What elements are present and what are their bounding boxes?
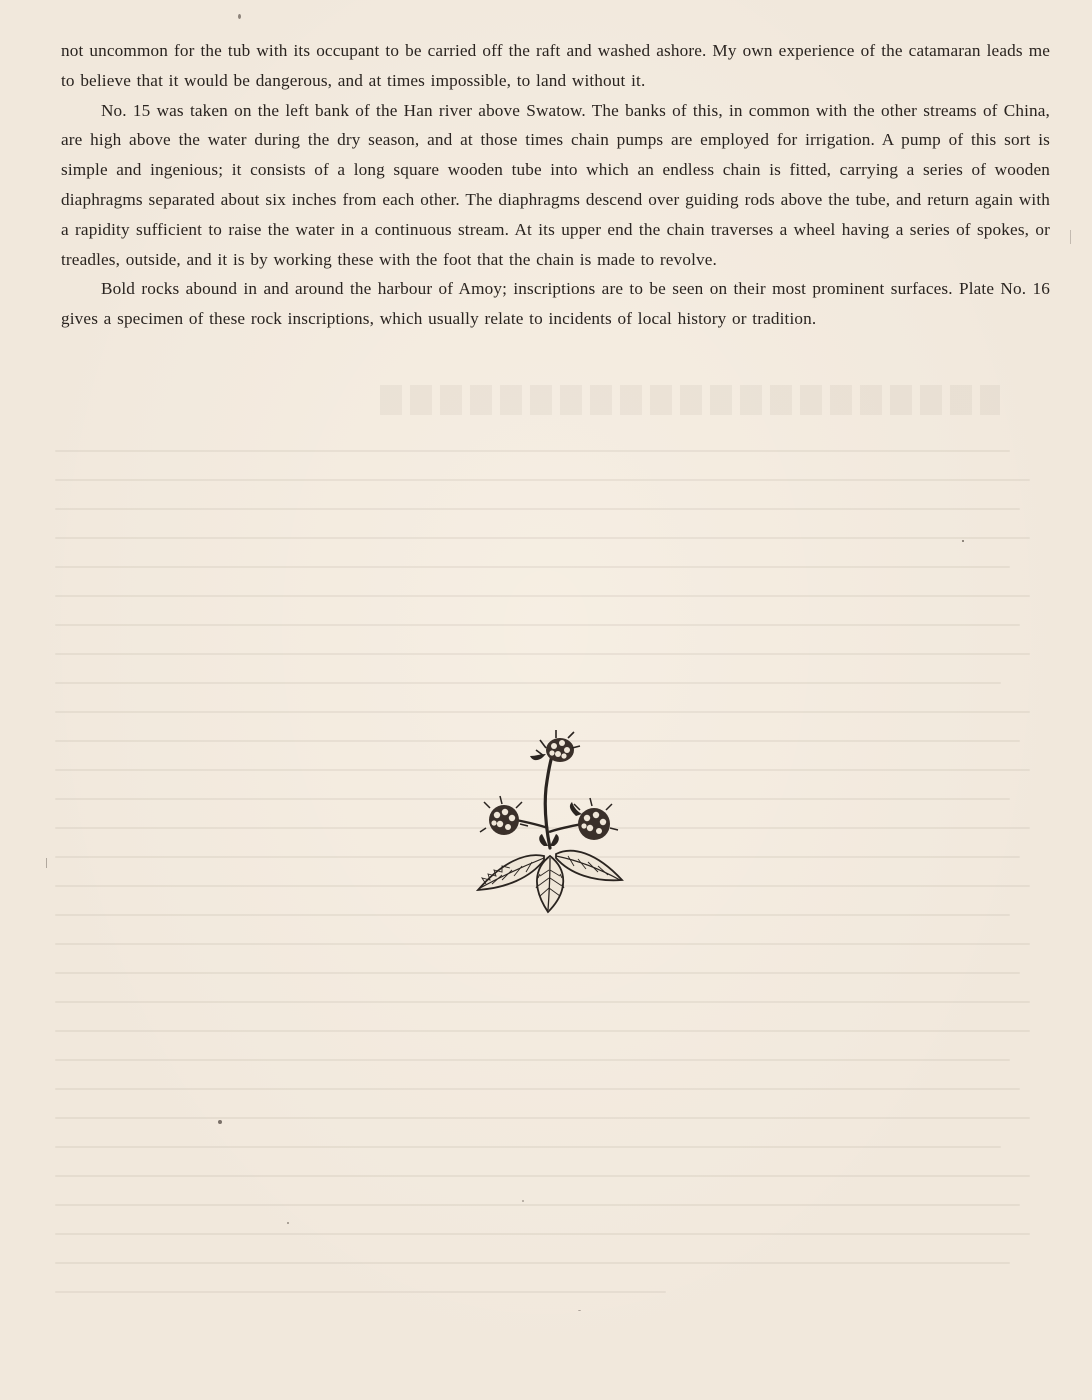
page-speck xyxy=(522,1200,524,1202)
paragraph-chain-pump: No. 15 was taken on the left bank of the Han river above Swatow. The banks of this, in common with the other streams of China, are high above the water during the dry season, and at those times chain pumps are employed for irrigation. A pump of this sort is simple and ingenious; it consists of a long square wooden tube into which an endless chain is fitted, carrying a series of wooden diaphragms separated about six inches from each other. The diaphragms descend over guiding rods above the tube, and return again with a rapidity sufficient to raise the water in a continuous stream. At its upper end the chain traverses a wheel having a series of spokes, or treadles, outside, and it is by working these with the foot that the chain is made to revolve. xyxy=(61,100,1050,269)
show-through-title xyxy=(380,385,1000,415)
paragraph-catamaran: not uncommon for the tub with its occupant to be carried off the raft and washed ashore. My own experience of the catamaran leads me to believe that it would be dangerous, and at times impossible, to land without it. xyxy=(61,41,1050,90)
paragraph-rock-inscriptions: Bold rocks abound in and around the harbour of Amoy; inscriptions are to be seen on their most prominent surfaces. Plate No. 16 gives a specimen of these rock inscriptions, which usually relate to incidents of local history or tradition. xyxy=(61,279,1050,329)
page-speck xyxy=(238,14,241,19)
page-speck xyxy=(578,1310,581,1311)
page-speck xyxy=(1070,230,1071,244)
raspberry-plant-icon xyxy=(472,728,628,914)
page-speck xyxy=(46,858,47,868)
page-speck xyxy=(962,540,964,542)
body-text xyxy=(61,36,1050,334)
page-speck xyxy=(287,1222,289,1224)
page-speck xyxy=(218,1120,222,1124)
